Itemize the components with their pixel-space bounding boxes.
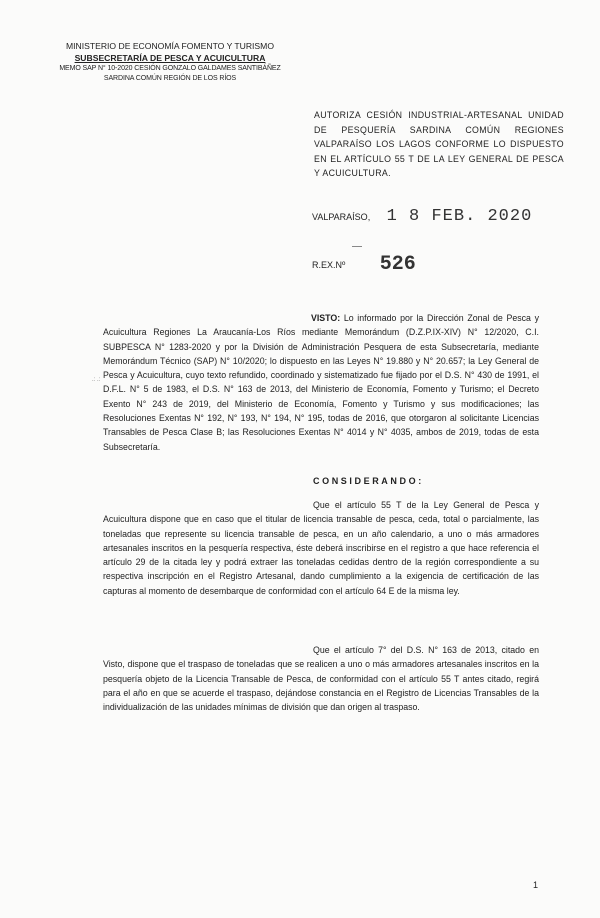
resolution-label: R.EX.Nº [312, 259, 346, 270]
considerando-heading: CONSIDERANDO: [313, 476, 424, 486]
date-stamp: 1 8 FEB. 2020 [386, 207, 533, 226]
letterhead [50, 40, 290, 84]
ministry-name: MINISTERIO DE ECONOMÍA FOMENTO Y TURISMO [65, 41, 275, 51]
visto-paragraph [103, 311, 539, 454]
visto-lead: VISTO: [311, 313, 341, 323]
visto-text: Lo informado por la Dirección Zonal de Pesca y Acuicultura Regiones La Araucanía-Los Ríos mediante Memorándum (D.Z.P.IX-XIV) N° 12/2020, C.I. SUBPESCA N° 1283-2020 y por la División de Administración Pesquera de esta Subsecretaría, mediante Memorándum Técnico (SAP) N° 10/2020; lo dispuesto en las Leyes N° 19.880 y N° 20.657; la Ley General de Pesca y Acuicultura, cuyo texto refundido, coordinado y sistematizado fue fijado por el D.S. N° 430 de 1991, el D.F.L. N° 5 de 1983, el D.S. N° 163 de 2013, del Ministerio de Economía, Fomento y Turismo; el Decreto Exento N° 243 de 2019, del Ministerio de Economía, Fomento y Turismo y sus modificaciones; las Resoluciones Exentas N° 192, N° 193, N° 194, N° 195, todas de 2016, que otorgaron al solicitante Licencias Transables de Pesca Clase B; las Resoluciones Exentas N° 4014 y N° 4035, ambos de 2019, todas de esta Subsecretaría. [103, 313, 539, 452]
considerando-paragraph-1: Que el artículo 55 T de la Ley General de Pesca y Acuicultura dispone que en caso que el titular de licencia transable de pesca, ceda, total o parcialmente, las toneladas que represente su licencia transable de pesca, en un año calendario, a uno o más armadores artesanales inscritos en la pesquería respectiva, éste deberá inscribirse en el registro a que hace referencia el artículo 29 de la citada ley y podrá extraer las toneladas cedidas dentro de la región correspondiente a su respectiva inscripción en el Registro Artesanal, dando cumplimiento a la exigencia de certificación de las capturas al momento de desembarque de conformidad con el artículo 64 E de la misma ley. [103, 500, 539, 596]
resolution-title: AUTORIZA CESIÓN INDUSTRIAL-ARTESANAL UNIDAD DE PESQUERÍA SARDINA COMÚN REGIONES VALPARAÍSO LOS LAGOS CONFORME LO DISPUESTO EN EL ARTÍCULO 55 T DE LA LEY GENERAL DE PESCA Y ACUICULTURA. [314, 110, 564, 179]
margin-mark: .: .: [92, 377, 101, 383]
memo-reference: MEMO SAP N° 10-2020 CESIÓN GONZALO GALDAMES SANTIBÁÑEZ [59, 65, 281, 72]
considerando-paragraph-2: Que el artículo 7° del D.S. N° 163 de 2013, citado en Visto, dispone que el traspaso de toneladas que se realicen a uno o más armadores artesanales inscritos en la pesquería objeto de la Licencia Transable de Pesca, de conformidad con el artículo 55 T antes citado, regirá para el año en que se acuerde el traspaso, dejándose constancia en el Registro de Licencias Transables de la individualización de las unidades mínimas de división que dan origen al traspaso. [103, 645, 539, 713]
subsecretaria-name: SUBSECRETARÍA DE PESCA Y ACUICULTURA [74, 53, 266, 63]
memo-subject: SARDINA COMÚN REGIÓN DE LOS RÍOS [103, 75, 237, 82]
resolution-number: 526 [379, 253, 416, 276]
stamp-mark [352, 246, 362, 247]
date-line [312, 207, 532, 226]
page-number: 1 [533, 880, 539, 890]
resolution-number-line [312, 253, 416, 276]
city-label: VALPARAÍSO, [312, 211, 371, 222]
